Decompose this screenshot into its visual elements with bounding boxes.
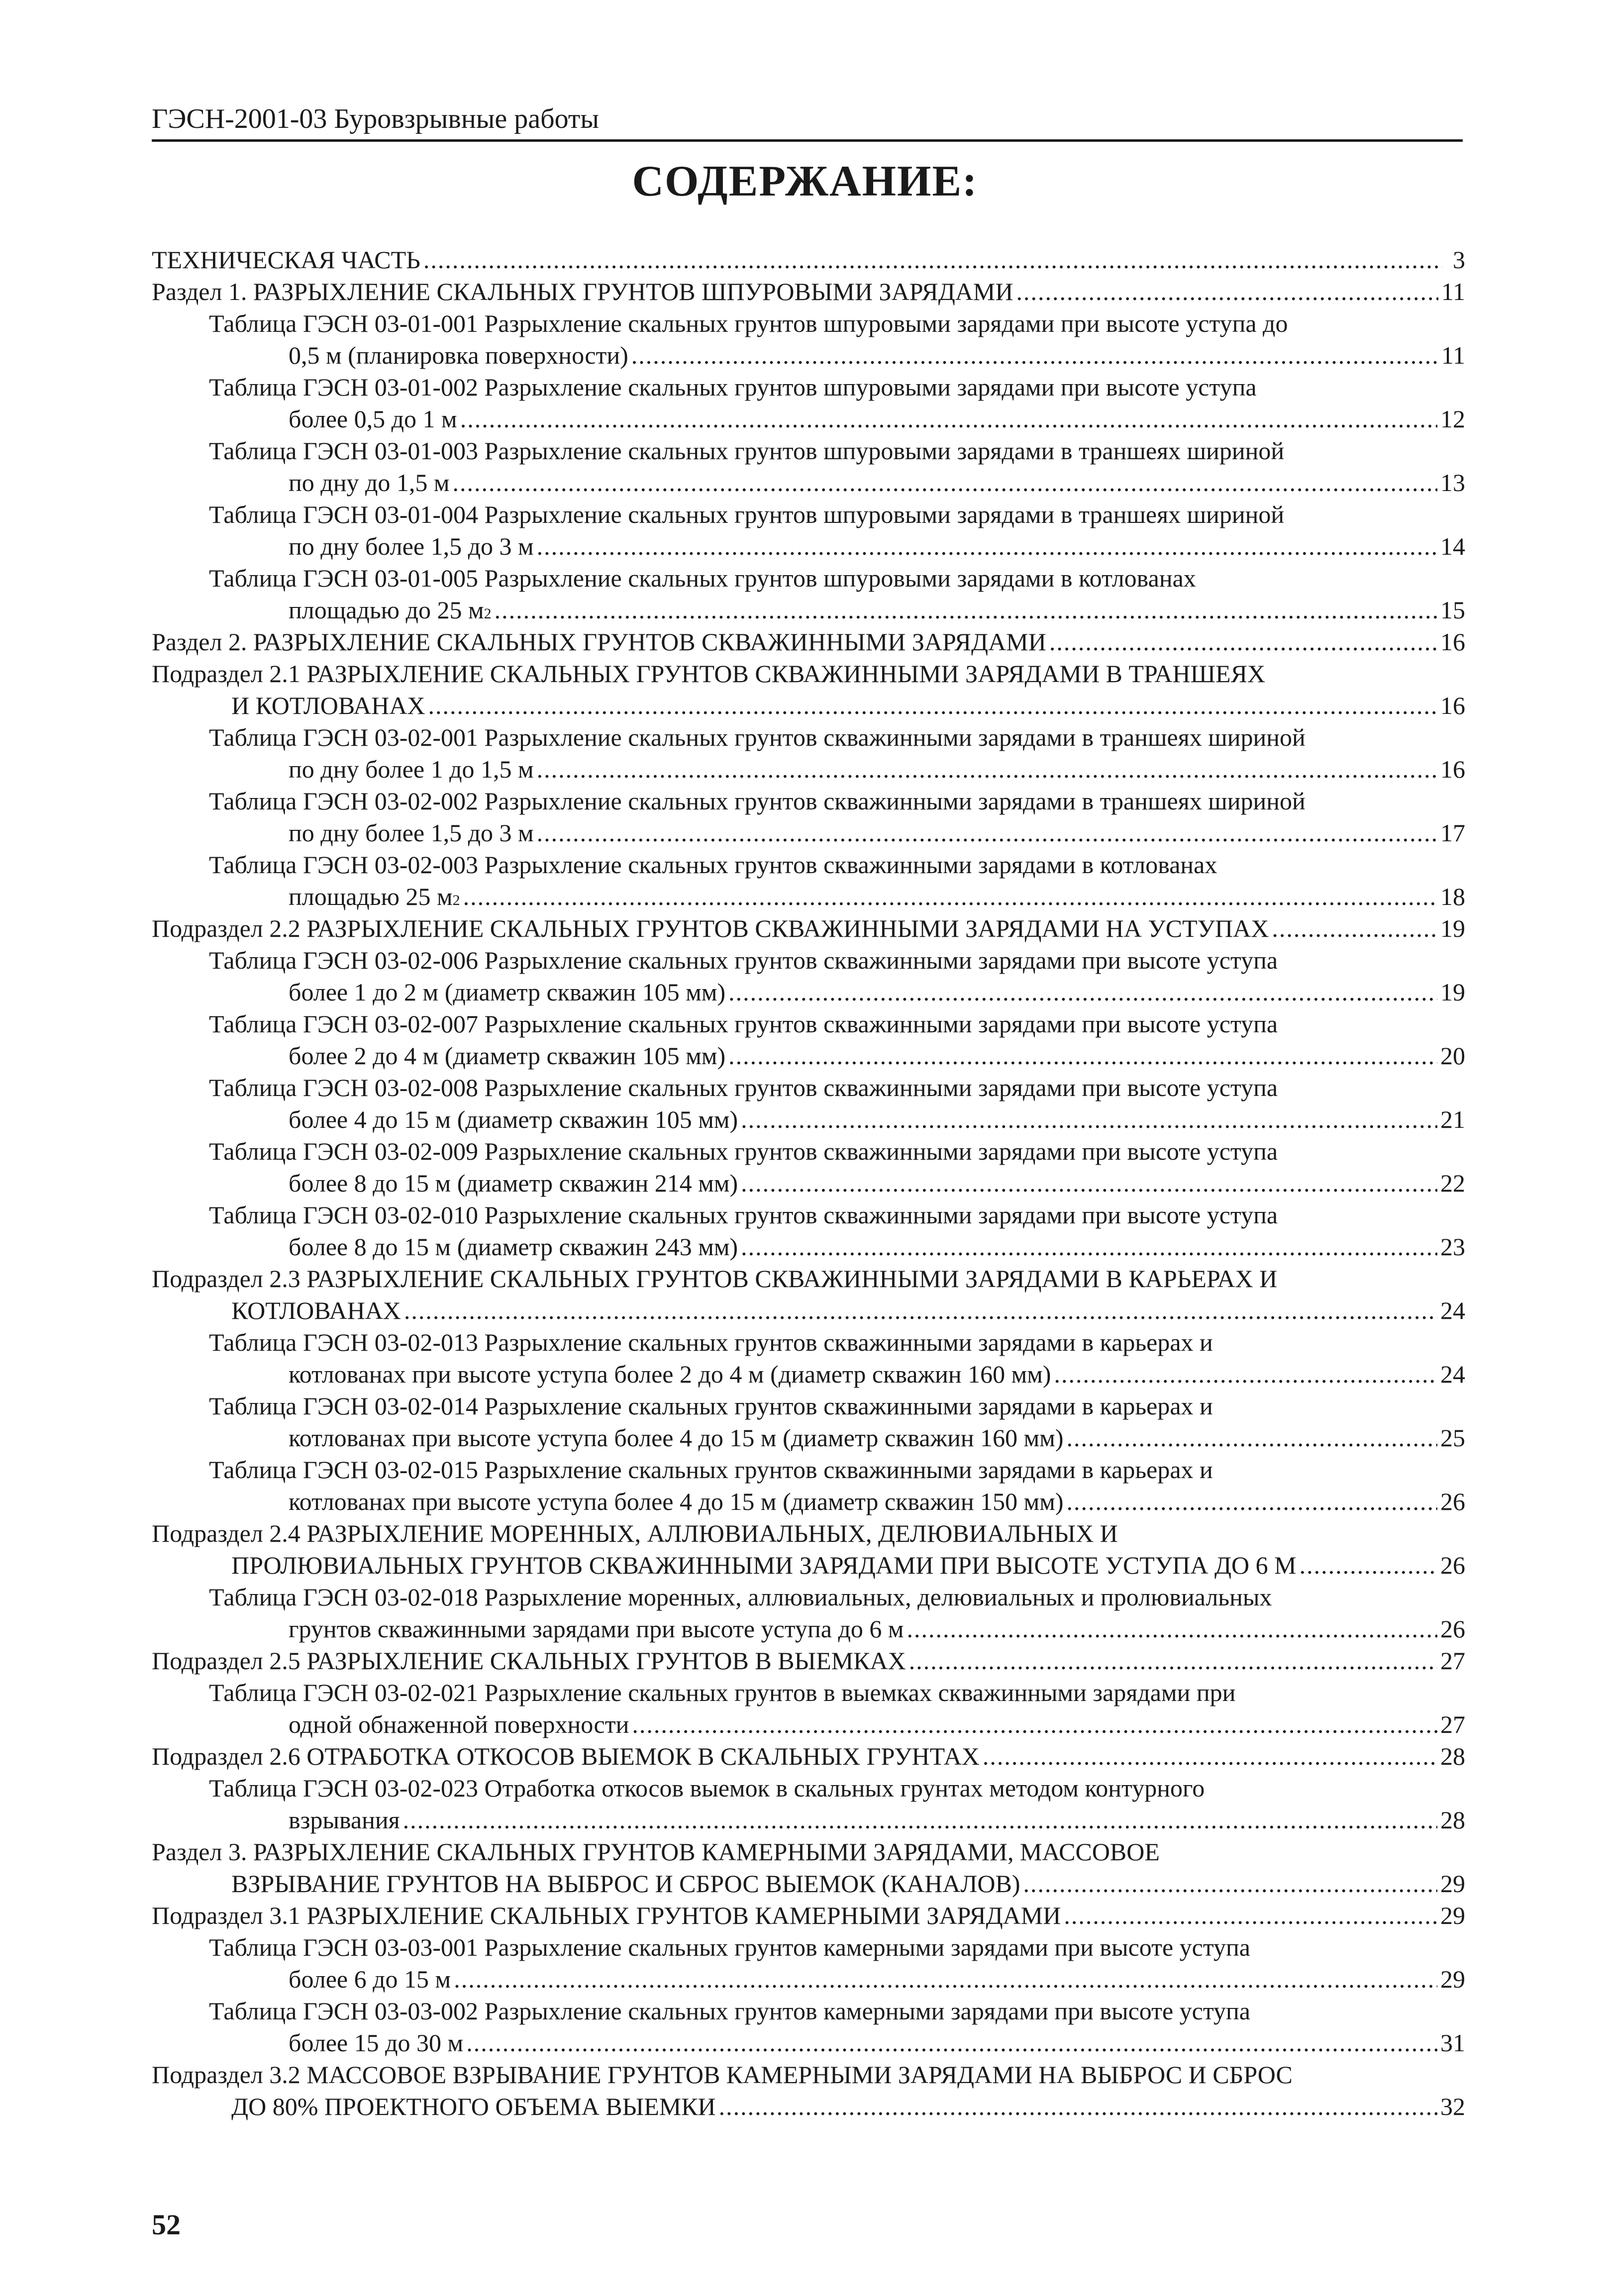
toc-entry-text: площадью до 25 м bbox=[289, 596, 484, 624]
toc-entry[interactable] bbox=[152, 2059, 1465, 2122]
toc-entry[interactable] bbox=[152, 499, 1465, 562]
toc-page-number: 11 bbox=[1441, 341, 1465, 369]
toc-page-number: 16 bbox=[1440, 628, 1465, 656]
toc-entry-text: Подраздел 3.1 РАЗРЫХЛЕНИЕ СКАЛЬНЫХ ГРУНТОВ КАМЕРНЫМИ ЗАРЯДАМИ bbox=[152, 1901, 1061, 1929]
dot-leader bbox=[1064, 1899, 1437, 1931]
toc-entry-text: Таблица ГЭСН 03-02-010 Разрыхление скальных грунтов скважинными зарядами при высоте уступа bbox=[209, 1201, 1278, 1229]
toc-entry[interactable] bbox=[152, 1454, 1465, 1517]
toc-entry-text: Таблица ГЭСН 03-02-003 Разрыхление скальных грунтов скважинными зарядами в котлованах bbox=[209, 851, 1217, 879]
dot-leader bbox=[1049, 626, 1437, 658]
header-title: ГЭСН-2001-03 Буровзрывные работы bbox=[152, 103, 599, 134]
toc-entry-text: одной обнаженной поверхности bbox=[289, 1710, 629, 1738]
toc-entry-text: Подраздел 2.3 РАЗРЫХЛЕНИЕ СКАЛЬНЫХ ГРУНТОВ СКВАЖИННЫМИ ЗАРЯДАМИ В КАРЬЕРАХ И bbox=[152, 1265, 1278, 1293]
dot-leader bbox=[1054, 1358, 1437, 1390]
toc-entry-text: Таблица ГЭСН 03-02-021 Разрыхление скальных грунтов в выемках скважинными зарядами при bbox=[209, 1679, 1236, 1706]
dot-leader bbox=[741, 1167, 1437, 1199]
toc-entry[interactable] bbox=[152, 1517, 1465, 1581]
dot-leader bbox=[460, 403, 1437, 435]
toc-entry-text: котлованах при высоте уступа более 2 до 4 м (диаметр скважин 160 мм) bbox=[289, 1360, 1051, 1388]
toc-entry-text: более 8 до 15 м (диаметр скважин 214 мм) bbox=[289, 1169, 738, 1197]
table-of-contents bbox=[152, 244, 1465, 2122]
toc-entry-text: Подраздел 3.2 МАССОВОЕ ВЗРЫВАНИЕ ГРУНТОВ КАМЕРНЫМИ ЗАРЯДАМИ НА ВЫБРОС И СБРОС bbox=[152, 2061, 1293, 2089]
toc-page-number: 17 bbox=[1440, 819, 1465, 847]
running-header bbox=[152, 100, 1463, 142]
dot-leader bbox=[719, 2091, 1437, 2122]
toc-entry[interactable] bbox=[152, 1677, 1465, 1740]
dot-leader bbox=[466, 2027, 1437, 2059]
toc-entry-text: площадью 25 м bbox=[289, 883, 453, 910]
dot-leader bbox=[1067, 1486, 1437, 1517]
toc-entry[interactable] bbox=[152, 1135, 1465, 1199]
dot-leader bbox=[632, 1708, 1437, 1740]
toc-entry[interactable] bbox=[152, 435, 1465, 499]
toc-entry-text: Раздел 2. РАЗРЫХЛЕНИЕ СКАЛЬНЫХ ГРУНТОВ СКВАЖИННЫМИ ЗАРЯДАМИ bbox=[152, 628, 1046, 656]
toc-entry-text: ДО 80% ПРОЕКТНОГО ОБЪЕМА ВЫЕМКИ bbox=[231, 2093, 716, 2120]
toc-entry-text: более 4 до 15 м (диаметр скважин 105 мм) bbox=[289, 1105, 738, 1133]
toc-page-number: 26 bbox=[1440, 1488, 1465, 1515]
dot-leader bbox=[728, 976, 1437, 1008]
toc-entry[interactable] bbox=[152, 371, 1465, 435]
toc-entry-text: Таблица ГЭСН 03-02-015 Разрыхление скальных грунтов скважинными зарядами в карьерах и bbox=[209, 1456, 1213, 1484]
toc-entry-text: Таблица ГЭСН 03-02-008 Разрыхление скальных грунтов скважинными зарядами при высоте уступа bbox=[209, 1074, 1278, 1101]
toc-entry[interactable] bbox=[152, 1390, 1465, 1454]
toc-entry-text: по дну более 1,5 до 3 м bbox=[289, 819, 534, 847]
dot-leader bbox=[1016, 276, 1438, 307]
toc-entry-text: Таблица ГЭСН 03-02-001 Разрыхление скальных грунтов скважинными зарядами в траншеях шириной bbox=[209, 723, 1306, 751]
toc-entry[interactable] bbox=[152, 1772, 1465, 1836]
toc-page-number: 29 bbox=[1440, 1901, 1465, 1929]
toc-entry-text: Таблица ГЭСН 03-02-013 Разрыхление скальных грунтов скважинными зарядами в карьерах и bbox=[209, 1328, 1213, 1356]
toc-entry[interactable] bbox=[152, 244, 1465, 276]
toc-entry-text: Таблица ГЭСН 03-02-023 Отработка откосов выемок в скальных грунтах методом контурного bbox=[209, 1774, 1205, 1802]
toc-entry-text: более 6 до 15 м bbox=[289, 1965, 451, 1993]
toc-entry-text: более 8 до 15 м (диаметр скважин 243 мм) bbox=[289, 1233, 738, 1261]
dot-leader bbox=[907, 1613, 1437, 1645]
toc-entry-text: Таблица ГЭСН 03-02-007 Разрыхление скальных грунтов скважинными зарядами при высоте уступа bbox=[209, 1010, 1278, 1038]
toc-entry-text: Таблица ГЭСН 03-01-001 Разрыхление скальных грунтов шпуровыми зарядами при высоте уступа до bbox=[209, 309, 1288, 337]
page-number: 52 bbox=[152, 2208, 181, 2241]
toc-entry-text: Таблица ГЭСН 03-03-002 Разрыхление скальных грунтов камерными зарядами при высоте уступа bbox=[209, 1997, 1250, 2025]
toc-entry[interactable] bbox=[152, 276, 1465, 307]
toc-entry-text: грунтов скважинными зарядами при высоте уступа до 6 м bbox=[289, 1615, 904, 1643]
toc-page-number: 19 bbox=[1440, 978, 1465, 1006]
toc-entry[interactable] bbox=[152, 944, 1465, 1008]
toc-entry-text: Таблица ГЭСН 03-01-003 Разрыхление скальных грунтов шпуровыми зарядами в траншеях шириной bbox=[209, 437, 1285, 465]
dot-leader bbox=[1300, 1549, 1437, 1581]
toc-entry[interactable] bbox=[152, 1645, 1465, 1677]
toc-page-number: 27 bbox=[1440, 1710, 1465, 1738]
toc-entry[interactable]: Таблица ГЭСН 03-02-003 Разрыхление скальных грунтов скважинными зарядами в котлованах площадью 25 м 2 ..... 18 bbox=[152, 849, 1465, 912]
toc-entry[interactable] bbox=[152, 1326, 1465, 1390]
dot-leader bbox=[423, 244, 1442, 276]
toc-entry-text: КОТЛОВАНАХ bbox=[231, 1297, 401, 1324]
dot-leader bbox=[631, 339, 1438, 371]
toc-page-number: 11 bbox=[1441, 278, 1465, 305]
toc-entry-text: более 15 до 30 м bbox=[289, 2029, 464, 2057]
toc-entry-text: Подраздел 2.1 РАЗРЫХЛЕНИЕ СКАЛЬНЫХ ГРУНТОВ СКВАЖИННЫМИ ЗАРЯДАМИ В ТРАНШЕЯХ bbox=[152, 660, 1266, 688]
toc-entry-text: 0,5 м (планировка поверхности) bbox=[289, 341, 628, 369]
toc-entry[interactable] bbox=[152, 1740, 1465, 1772]
toc-page-number: 28 bbox=[1440, 1806, 1465, 1834]
dot-leader bbox=[741, 1103, 1437, 1135]
toc-entry[interactable] bbox=[152, 307, 1465, 371]
toc-entry-text: Таблица ГЭСН 03-02-009 Разрыхление скальных грунтов скважинными зарядами при высоте уступа bbox=[209, 1137, 1278, 1165]
toc-entry[interactable] bbox=[152, 1995, 1465, 2059]
toc-page-number: 19 bbox=[1440, 914, 1465, 942]
toc-page-number: 31 bbox=[1440, 2029, 1465, 2057]
toc-entry-text: ВЗРЫВАНИЕ ГРУНТОВ НА ВЫБРОС И СБРОС ВЫЕМОК (КАНАЛОВ) bbox=[231, 1870, 1020, 1897]
toc-page-number: 16 bbox=[1440, 692, 1465, 719]
toc-page-number: 20 bbox=[1440, 1042, 1465, 1070]
toc-entry-text: Таблица ГЭСН 03-02-002 Разрыхление скальных грунтов скважинными зарядами в траншеях шириной bbox=[209, 787, 1306, 815]
toc-entry[interactable] bbox=[152, 721, 1465, 785]
toc-entry[interactable] bbox=[152, 626, 1465, 658]
dot-leader bbox=[537, 753, 1437, 785]
toc-entry-text: котлованах при высоте уступа более 4 до 15 м (диаметр скважин 150 мм) bbox=[289, 1488, 1064, 1515]
dot-leader bbox=[1067, 1422, 1437, 1454]
dot-leader bbox=[403, 1804, 1437, 1836]
toc-entry-text: Таблица ГЭСН 03-02-006 Разрыхление скальных грунтов скважинными зарядами при высоте уступа bbox=[209, 946, 1278, 974]
toc-entry-text: Таблица ГЭСН 03-01-004 Разрыхление скальных грунтов шпуровыми зарядами в траншеях шириной bbox=[209, 500, 1285, 528]
toc-entry[interactable] bbox=[152, 912, 1465, 944]
toc-page-number: 26 bbox=[1440, 1551, 1465, 1579]
dot-leader bbox=[454, 1963, 1437, 1995]
toc-page-number: 26 bbox=[1440, 1615, 1465, 1643]
dot-leader bbox=[1272, 912, 1437, 944]
toc-entry-text: котлованах при высоте уступа более 4 до 15 м (диаметр скважин 160 мм) bbox=[289, 1424, 1064, 1452]
toc-entry[interactable] bbox=[152, 785, 1465, 849]
toc-entry-text: более 0,5 до 1 м bbox=[289, 405, 457, 433]
toc-page-number: 24 bbox=[1440, 1297, 1465, 1324]
dot-leader bbox=[537, 530, 1437, 562]
toc-entry-text: Таблица ГЭСН 03-01-005 Разрыхление скальных грунтов шпуровыми зарядами в котлованах bbox=[209, 564, 1196, 592]
toc-entry-text: Таблица ГЭСН 03-02-018 Разрыхление моренных, аллювиальных, делювиальных и пролювиальных bbox=[209, 1583, 1272, 1611]
dot-leader bbox=[404, 1295, 1437, 1326]
toc-entry-text: ПРОЛЮВИАЛЬНЫХ ГРУНТОВ СКВАЖИННЫМИ ЗАРЯДАМИ ПРИ ВЫСОТЕ УСТУПА ДО 6 М bbox=[231, 1551, 1297, 1579]
toc-page-number: 25 bbox=[1440, 1424, 1465, 1452]
toc-entry-text: И КОТЛОВАНАХ bbox=[231, 692, 425, 719]
toc-page-number: 3 bbox=[1453, 246, 1465, 274]
toc-entry-text: Таблица ГЭСН 03-03-001 Разрыхление скальных грунтов камерными зарядами при высоте уступа bbox=[209, 1933, 1250, 1961]
toc-entry[interactable] bbox=[152, 1072, 1465, 1135]
toc-entry[interactable] bbox=[152, 1008, 1465, 1072]
dot-leader bbox=[728, 1040, 1437, 1072]
toc-page-number: 28 bbox=[1440, 1742, 1465, 1770]
toc-entry[interactable] bbox=[152, 1263, 1465, 1326]
toc-entry-text: Подраздел 2.4 РАЗРЫХЛЕНИЕ МОРЕННЫХ, АЛЛЮВИАЛЬНЫХ, ДЕЛЮВИАЛЬНЫХ И bbox=[152, 1519, 1118, 1547]
toc-entry-text: по дну до 1,5 м bbox=[289, 469, 450, 497]
toc-page-number: 16 bbox=[1440, 755, 1465, 783]
toc-entry-text: более 1 до 2 м (диаметр скважин 105 мм) bbox=[289, 978, 726, 1006]
toc-page-number: 15 bbox=[1440, 596, 1465, 624]
toc-page-number: 12 bbox=[1440, 405, 1465, 433]
toc-entry-text: Раздел 1. РАЗРЫХЛЕНИЕ СКАЛЬНЫХ ГРУНТОВ ШПУРОВЫМИ ЗАРЯДАМИ bbox=[152, 278, 1013, 305]
dot-leader bbox=[453, 467, 1437, 499]
toc-entry[interactable] bbox=[152, 658, 1465, 721]
toc-entry[interactable] bbox=[152, 1581, 1465, 1645]
toc-entry-text: Раздел 3. РАЗРЫХЛЕНИЕ СКАЛЬНЫХ ГРУНТОВ КАМЕРНЫМИ ЗАРЯДАМИ, МАССОВОЕ bbox=[152, 1838, 1160, 1866]
toc-entry[interactable] bbox=[152, 1836, 1465, 1899]
toc-entry-text: Подраздел 2.6 ОТРАБОТКА ОТКОСОВ ВЫЕМОК В СКАЛЬНЫХ ГРУНТАХ bbox=[152, 1742, 980, 1770]
dot-leader bbox=[909, 1645, 1437, 1677]
dot-leader bbox=[463, 881, 1437, 912]
toc-page-number: 14 bbox=[1440, 532, 1465, 560]
toc-page-number: 24 bbox=[1440, 1360, 1465, 1388]
toc-entry-text: Подраздел 2.2 РАЗРЫХЛЕНИЕ СКАЛЬНЫХ ГРУНТОВ СКВАЖИННЫМИ ЗАРЯДАМИ НА УСТУПАХ bbox=[152, 914, 1269, 942]
toc-entry-text: взрывания bbox=[289, 1806, 400, 1834]
toc-entry[interactable]: Таблица ГЭСН 03-01-005 Разрыхление скальных грунтов шпуровыми зарядами в котлованах площадью до 25 м 2 ..... 15 bbox=[152, 562, 1465, 626]
toc-entry-text: Таблица ГЭСН 03-02-014 Разрыхление скальных грунтов скважинными зарядами в карьерах и bbox=[209, 1392, 1213, 1420]
toc-page-number: 23 bbox=[1440, 1233, 1465, 1261]
page-title: СОДЕРЖАНИЕ: bbox=[632, 157, 978, 205]
toc-page-number: 13 bbox=[1440, 469, 1465, 497]
dot-leader bbox=[983, 1740, 1437, 1772]
toc-page-number: 18 bbox=[1440, 883, 1465, 910]
toc-entry-text: более 2 до 4 м (диаметр скважин 105 мм) bbox=[289, 1042, 726, 1070]
dot-leader bbox=[495, 594, 1437, 626]
toc-entry-text: ТЕХНИЧЕСКАЯ ЧАСТЬ bbox=[152, 246, 420, 274]
toc-entry-text: Подраздел 2.5 РАЗРЫХЛЕНИЕ СКАЛЬНЫХ ГРУНТОВ В ВЫЕМКАХ bbox=[152, 1647, 906, 1675]
toc-entry-text: по дну более 1,5 до 3 м bbox=[289, 532, 534, 560]
toc-entry[interactable] bbox=[152, 1931, 1465, 1995]
toc-entry[interactable] bbox=[152, 1899, 1465, 1931]
toc-page-number: 29 bbox=[1440, 1965, 1465, 1993]
dot-leader bbox=[1023, 1868, 1437, 1899]
toc-page-number: 32 bbox=[1440, 2093, 1465, 2120]
toc-page-number: 29 bbox=[1440, 1870, 1465, 1897]
dot-leader bbox=[537, 817, 1437, 849]
toc-page-number: 21 bbox=[1440, 1105, 1465, 1133]
toc-page-number: 22 bbox=[1440, 1169, 1465, 1197]
toc-entry-text: по дну более 1 до 1,5 м bbox=[289, 755, 534, 783]
dot-leader bbox=[741, 1231, 1437, 1263]
toc-page-number: 27 bbox=[1440, 1647, 1465, 1675]
toc-entry-text: Таблица ГЭСН 03-01-002 Разрыхление скальных грунтов шпуровыми зарядами при высоте уступа bbox=[209, 373, 1257, 401]
toc-entry[interactable] bbox=[152, 1199, 1465, 1263]
dot-leader bbox=[428, 690, 1437, 721]
